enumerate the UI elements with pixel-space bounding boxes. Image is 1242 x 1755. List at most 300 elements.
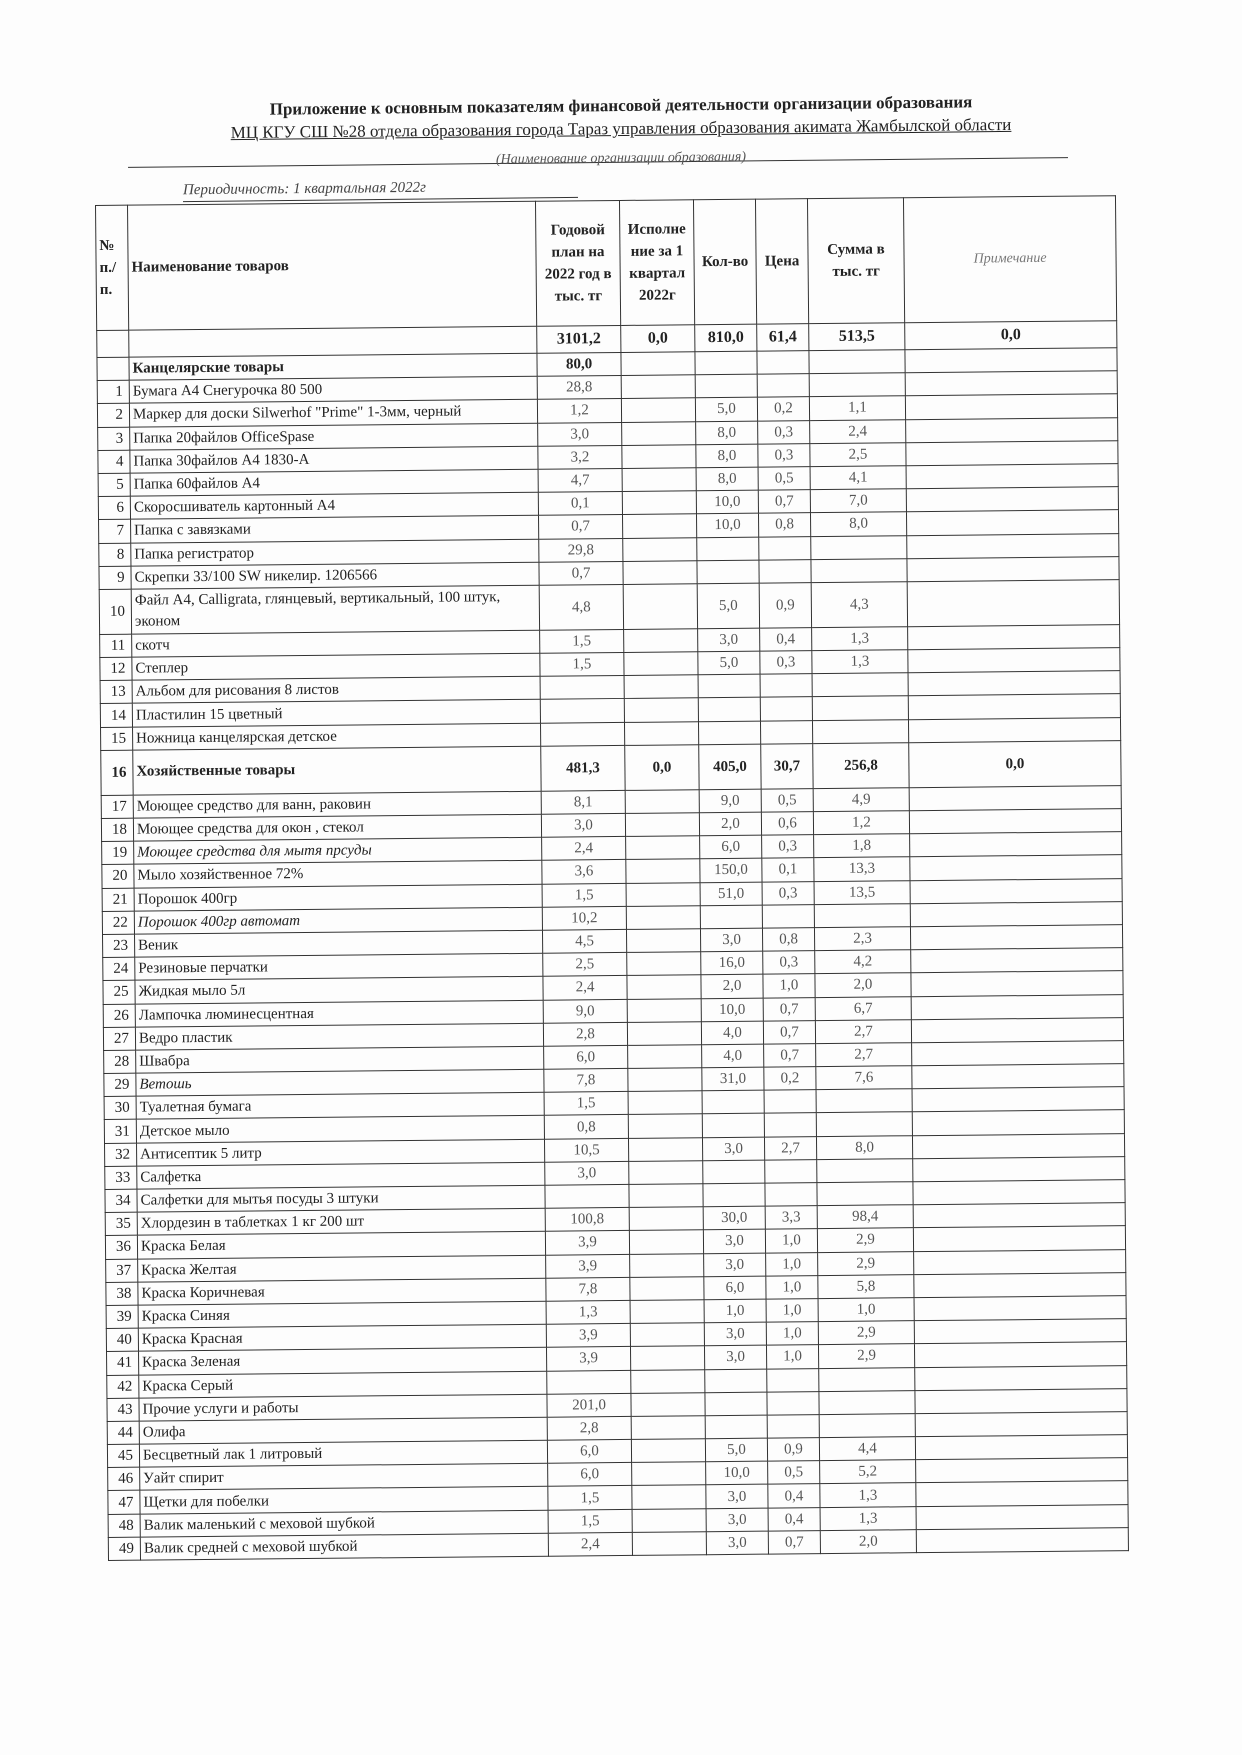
row-note (911, 948, 1123, 973)
row-number: 43 (107, 1398, 139, 1421)
row-plan: 3,9 (546, 1324, 630, 1348)
goods-table (95, 195, 1129, 1561)
row-plan: 3,0 (541, 813, 625, 837)
col-header-exec: Исполне ние за 1 квартал 2022г (619, 200, 694, 326)
row-price: 0,3 (758, 443, 810, 467)
row-qty: 6,0 (704, 1276, 766, 1300)
row-name: Папка 20файлов OfficeSpase (130, 423, 538, 450)
category-qty (695, 351, 757, 375)
row-number: 3 (98, 427, 130, 450)
row-number: 9 (99, 566, 131, 589)
row-qty (705, 1392, 767, 1416)
row-price: 0,3 (758, 420, 810, 444)
row-note (913, 1156, 1125, 1181)
table-wrapper (95, 195, 1128, 1561)
row-qty: 4,0 (701, 1021, 763, 1045)
row-plan: 2,8 (547, 1416, 631, 1440)
row-price: 1,0 (766, 1345, 818, 1369)
row-price: 0,4 (768, 1484, 820, 1508)
row-qty: 10,0 (696, 513, 758, 537)
row-qty: 31,0 (702, 1067, 764, 1091)
row-exec (621, 375, 695, 399)
row-price (760, 697, 812, 721)
row-number: 31 (104, 1120, 136, 1143)
row-exec (621, 398, 695, 422)
row-number: 47 (108, 1491, 140, 1514)
row-number: 13 (100, 680, 132, 703)
total-sum: 513,5 (809, 323, 905, 351)
row-price: 3,3 (765, 1206, 817, 1230)
row-number: 10 (99, 589, 131, 634)
row-price: 1,0 (766, 1275, 818, 1299)
row-name: Валик маленький с меховой шубкой (140, 1510, 548, 1537)
row-name: Антисептик 5 литр (137, 1139, 545, 1166)
row-name: Ведро пластик (135, 1023, 543, 1050)
row-note (909, 809, 1121, 834)
row-sum (809, 373, 905, 397)
row-plan: 8,1 (541, 790, 625, 814)
row-plan: 1,5 (540, 629, 624, 653)
row-number: 6 (98, 496, 130, 519)
row-number: 38 (106, 1282, 138, 1305)
row-sum (816, 1112, 912, 1136)
row-sum: 8,0 (816, 1135, 912, 1159)
col-header-number: № п./ п. (96, 205, 129, 330)
row-price: 0,9 (759, 583, 811, 628)
row-sum: 2,7 (815, 1019, 911, 1043)
row-price (760, 674, 812, 698)
row-number: 25 (103, 980, 135, 1003)
row-number: 33 (105, 1166, 137, 1189)
row-sum: 1,3 (812, 650, 908, 674)
row-number: 41 (107, 1351, 139, 1374)
row-sum: 1,2 (813, 811, 909, 835)
row-name: Туалетная бумага (136, 1092, 544, 1119)
row-qty: 8,0 (696, 421, 758, 445)
col-header-plan: Годовой план на 2022 год в тыс. тг (535, 200, 620, 326)
row-qty: 5,0 (705, 1438, 767, 1462)
row-plan: 9,0 (543, 999, 627, 1023)
row-sum: 8,0 (810, 512, 906, 536)
row-exec (632, 1485, 706, 1509)
row-number: 18 (101, 818, 133, 841)
row-plan: 1,3 (546, 1300, 630, 1324)
row-exec (630, 1276, 704, 1300)
row-sum: 4,4 (819, 1437, 915, 1461)
row-price (762, 904, 814, 928)
row-name: Салфетки для мытья посуды 3 штуки (137, 1185, 545, 1212)
row-name: Веник (135, 930, 543, 957)
row-plan: 1,5 (548, 1486, 632, 1510)
row-qty (705, 1415, 767, 1439)
row-exec (622, 491, 696, 515)
row-sum (814, 903, 910, 927)
row-plan: 3,9 (545, 1231, 629, 1255)
row-plan: 4,7 (538, 468, 622, 492)
row-number: 20 (102, 865, 134, 888)
row-number: 7 (99, 519, 131, 542)
row-name: Краска Желтая (138, 1255, 546, 1282)
row-note (915, 1365, 1127, 1390)
row-plan: 2,4 (543, 976, 627, 1000)
row-sum (811, 558, 907, 582)
row-price: 0,7 (764, 1043, 816, 1067)
row-plan: 2,4 (542, 837, 626, 861)
row-note (912, 1064, 1124, 1089)
row-note (906, 417, 1118, 442)
col-header-qty: Кол-во (693, 199, 756, 325)
row-qty: 405,0 (699, 744, 761, 790)
row-note (910, 878, 1122, 903)
row-plan: 3,9 (546, 1347, 630, 1371)
row-qty: 30,0 (703, 1206, 765, 1230)
row-exec (622, 514, 696, 538)
row-number: 34 (105, 1189, 137, 1212)
row-price (767, 1368, 819, 1392)
row-qty: 2,0 (699, 812, 761, 836)
row-number: 37 (106, 1259, 138, 1282)
row-exec (622, 421, 696, 445)
row-note (910, 855, 1122, 880)
row-name: Краска Зеленая (139, 1348, 547, 1375)
row-exec (629, 1184, 703, 1208)
row-name: Краска Синяя (138, 1301, 546, 1328)
row-number: 2 (97, 404, 129, 427)
row-number: 16 (101, 750, 133, 795)
row-name: Мыло хозяйственное 72% (134, 861, 542, 888)
row-plan: 481,3 (541, 745, 625, 791)
row-sum: 4,1 (810, 466, 906, 490)
row-number: 32 (105, 1143, 137, 1166)
row-qty: 3,0 (706, 1531, 768, 1555)
row-sum: 2,4 (810, 419, 906, 443)
row-exec (631, 1416, 705, 1440)
row-exec (630, 1346, 704, 1370)
row-name: Краска Коричневая (138, 1278, 546, 1305)
row-price (759, 559, 811, 583)
row-plan: 3,2 (538, 445, 622, 469)
row-plan (545, 1184, 629, 1208)
row-price: 1,0 (763, 974, 815, 998)
row-qty: 51,0 (700, 882, 762, 906)
row-price: 1,0 (765, 1229, 817, 1253)
row-name: Бесцветный лак 1 литровый (139, 1440, 547, 1467)
row-price: 0,3 (763, 951, 815, 975)
row-number: 46 (108, 1467, 140, 1490)
row-qty: 3,0 (706, 1485, 768, 1509)
row-exec (632, 1532, 706, 1556)
row-note: 0,0 (909, 740, 1121, 787)
total-note: 0,0 (905, 321, 1117, 350)
row-name: Детское мыло (136, 1116, 544, 1143)
row-number: 24 (103, 957, 135, 980)
row-note (907, 556, 1119, 581)
row-sum (816, 1089, 912, 1113)
row-plan (540, 676, 624, 700)
row-price (765, 1159, 817, 1183)
row-price: 0,8 (758, 513, 810, 537)
row-exec (626, 882, 700, 906)
row-exec (628, 1068, 702, 1092)
row-name: Моющее средство для ванн, раковин (133, 791, 541, 818)
row-note (906, 487, 1118, 512)
row-number: 8 (99, 543, 131, 566)
row-note (915, 1412, 1127, 1437)
row-price: 30,7 (761, 743, 813, 788)
row-plan: 3,0 (538, 422, 622, 446)
row-name: Лампочка люминесцентная (135, 1000, 543, 1027)
row-qty: 3,0 (704, 1253, 766, 1277)
row-note (906, 510, 1118, 535)
row-price: 1,0 (766, 1322, 818, 1346)
row-name: Щетки для побелки (140, 1487, 548, 1514)
row-note (910, 901, 1122, 926)
row-exec (628, 1091, 702, 1115)
row-exec (627, 975, 701, 999)
row-price (757, 374, 809, 398)
row-sum: 2,9 (817, 1228, 913, 1252)
row-price: 0,7 (763, 1020, 815, 1044)
row-name: Краска Белая (137, 1232, 545, 1259)
row-qty (700, 905, 762, 929)
total-exec: 0,0 (621, 325, 695, 353)
row-exec (631, 1439, 705, 1463)
row-plan: 28,8 (537, 376, 621, 400)
row-note (908, 671, 1120, 696)
row-exec (624, 721, 698, 745)
row-sum: 7,6 (816, 1066, 912, 1090)
row-price: 0,8 (762, 928, 814, 952)
row-exec (628, 1045, 702, 1069)
row-qty: 3,0 (700, 928, 762, 952)
row-number: 17 (101, 795, 133, 818)
row-sum: 7,0 (810, 489, 906, 513)
row-name: Прочие услуги и работы (139, 1394, 547, 1421)
row-sum (812, 696, 908, 720)
total-qty: 810,0 (695, 324, 757, 352)
row-note (916, 1458, 1128, 1483)
row-sum: 1,3 (812, 627, 908, 651)
row-note (913, 1203, 1125, 1228)
row-plan (540, 699, 624, 723)
row-exec (626, 929, 700, 953)
row-plan: 7,8 (546, 1277, 630, 1301)
row-sum: 2,0 (820, 1529, 916, 1553)
row-name: Маркер для доски Silwerhof "Prime" 1-3мм, черный (129, 400, 537, 427)
row-qty: 3,0 (704, 1322, 766, 1346)
row-name: Бумага А4 Снегурочка 80 500 (129, 376, 537, 403)
row-qty: 3,0 (702, 1137, 764, 1161)
row-sum: 2,9 (818, 1321, 914, 1345)
row-exec (627, 1021, 701, 1045)
row-sum: 5,8 (818, 1274, 914, 1298)
row-sum (819, 1414, 915, 1438)
row-price: 0,6 (761, 812, 813, 836)
row-plan: 10,5 (544, 1138, 628, 1162)
row-plan: 0,7 (539, 561, 623, 585)
category-exec (621, 352, 695, 376)
row-exec (628, 1114, 702, 1138)
row-number: 21 (102, 888, 134, 911)
row-price: 0,3 (762, 881, 814, 905)
row-price (764, 1113, 816, 1137)
row-qty: 5,0 (698, 651, 760, 675)
row-note (912, 1133, 1124, 1158)
row-exec (625, 813, 699, 837)
row-sum (817, 1182, 913, 1206)
row-plan: 4,8 (539, 584, 623, 630)
row-sum: 13,5 (814, 880, 910, 904)
total-name (129, 326, 537, 357)
row-note (916, 1504, 1128, 1529)
row-qty: 16,0 (701, 951, 763, 975)
row-plan: 2,5 (543, 953, 627, 977)
row-plan: 0,8 (544, 1115, 628, 1139)
row-price: 0,3 (762, 835, 814, 859)
row-plan: 0,7 (539, 515, 623, 539)
row-qty: 5,0 (695, 398, 757, 422)
row-plan: 2,8 (543, 1022, 627, 1046)
row-exec: 0,0 (625, 745, 699, 791)
row-price: 0,2 (757, 397, 809, 421)
row-qty: 3,0 (698, 628, 760, 652)
row-qty (697, 537, 759, 561)
row-name: Швабра (136, 1046, 544, 1073)
row-exec (629, 1161, 703, 1185)
total-price: 61,4 (757, 324, 809, 351)
row-name: Уайт спирит (140, 1463, 548, 1490)
row-name: Моющее средства для окон , стекол (133, 814, 541, 841)
category-name: Канцелярские товары (129, 353, 537, 380)
row-plan: 3,9 (546, 1254, 630, 1278)
row-number: 36 (105, 1236, 137, 1259)
col-header-note: Примечание (903, 196, 1116, 323)
row-note (911, 994, 1123, 1019)
row-price: 0,9 (767, 1438, 819, 1462)
row-sum (812, 719, 908, 743)
row-name: Моющее средства для мытя прсуды (134, 837, 542, 864)
row-plan (547, 1370, 631, 1394)
row-exec (626, 859, 700, 883)
row-sum: 13,3 (814, 857, 910, 881)
row-qty (698, 721, 760, 745)
row-name: Ветошь (136, 1069, 544, 1096)
row-note (908, 717, 1120, 742)
row-price: 0,7 (758, 490, 810, 514)
row-name: Папка 60файлов А4 (130, 469, 538, 496)
row-sum (811, 535, 907, 559)
row-note (915, 1388, 1127, 1413)
row-plan: 7,8 (544, 1068, 628, 1092)
row-plan: 3,0 (545, 1161, 629, 1185)
row-sum: 4,9 (813, 788, 909, 812)
row-price (767, 1391, 819, 1415)
row-name: Краска Красная (138, 1324, 546, 1351)
row-name: Краска Серый (139, 1371, 547, 1398)
row-exec (624, 652, 698, 676)
row-note (908, 625, 1120, 650)
row-qty: 9,0 (699, 789, 761, 813)
row-sum: 1,8 (814, 834, 910, 858)
row-note (908, 694, 1120, 719)
row-note (905, 394, 1117, 419)
row-name: Папка регистратор (131, 539, 539, 566)
row-number: 11 (100, 634, 132, 657)
row-price: 0,7 (763, 997, 815, 1021)
row-number: 23 (103, 934, 135, 957)
organization-text: МЦ КГУ СШ №28 отдела образования города Тараз управления образования акимата Жамбылской области (230, 114, 1012, 143)
category-price (757, 351, 809, 375)
row-note (906, 440, 1118, 465)
row-sum: 1,3 (820, 1483, 916, 1507)
row-number: 1 (97, 380, 129, 403)
row-price: 1,0 (766, 1252, 818, 1276)
row-note (909, 785, 1121, 810)
row-sum: 4,2 (815, 950, 911, 974)
row-name: Олифа (139, 1417, 547, 1444)
row-number: 4 (98, 450, 130, 473)
row-sum: 98,4 (817, 1205, 913, 1229)
row-price: 0,7 (768, 1530, 820, 1554)
row-plan: 3,6 (542, 860, 626, 884)
row-note (914, 1342, 1126, 1367)
row-exec (623, 537, 697, 561)
row-plan: 1,5 (542, 883, 626, 907)
row-note (907, 533, 1119, 558)
row-exec (631, 1369, 705, 1393)
row-price: 0,1 (762, 858, 814, 882)
row-note (912, 1041, 1124, 1066)
document-title: Приложение к основным показателям финансовой деятельности организации образования (269, 92, 973, 119)
row-plan: 29,8 (539, 538, 623, 562)
row-exec (623, 560, 697, 584)
row-qty (695, 374, 757, 398)
row-name: Альбом для рисования 8 листов (132, 676, 540, 703)
row-note (905, 371, 1117, 396)
row-name: Порошок 400гр автомат (134, 907, 542, 934)
row-qty (702, 1114, 764, 1138)
row-sum: 1,0 (818, 1298, 914, 1322)
category-plan: 80,0 (537, 352, 621, 376)
row-plan: 1,2 (537, 399, 621, 423)
row-name: Папка с завязками (131, 516, 539, 543)
row-sum: 1,1 (809, 396, 905, 420)
row-qty: 1,0 (704, 1299, 766, 1323)
row-exec (626, 905, 700, 929)
row-plan: 6,0 (547, 1439, 631, 1463)
row-number: 40 (106, 1328, 138, 1351)
total-number (97, 330, 129, 357)
row-number: 45 (107, 1444, 139, 1467)
row-exec (622, 444, 696, 468)
col-header-price: Цена (755, 199, 808, 324)
row-price: 0,5 (768, 1461, 820, 1485)
row-name: скотч (132, 630, 540, 657)
row-name: Файл А4, Calligrata, глянцевый, вертикальный, 100 штук, эконом (131, 585, 539, 634)
row-name: Валик средней с меховой шубкой (140, 1533, 548, 1560)
category-sum (809, 350, 905, 374)
row-note (914, 1249, 1126, 1274)
row-plan: 6,0 (548, 1463, 632, 1487)
row-price: 0,4 (760, 628, 812, 652)
col-header-sum: Сумма в тыс. тг (807, 198, 904, 324)
row-note (913, 1226, 1125, 1251)
row-price (767, 1414, 819, 1438)
row-name: Ножница канцелярская детское (133, 723, 541, 750)
row-plan: 10,2 (542, 906, 626, 930)
row-sum: 2,9 (818, 1251, 914, 1275)
row-qty (697, 560, 759, 584)
